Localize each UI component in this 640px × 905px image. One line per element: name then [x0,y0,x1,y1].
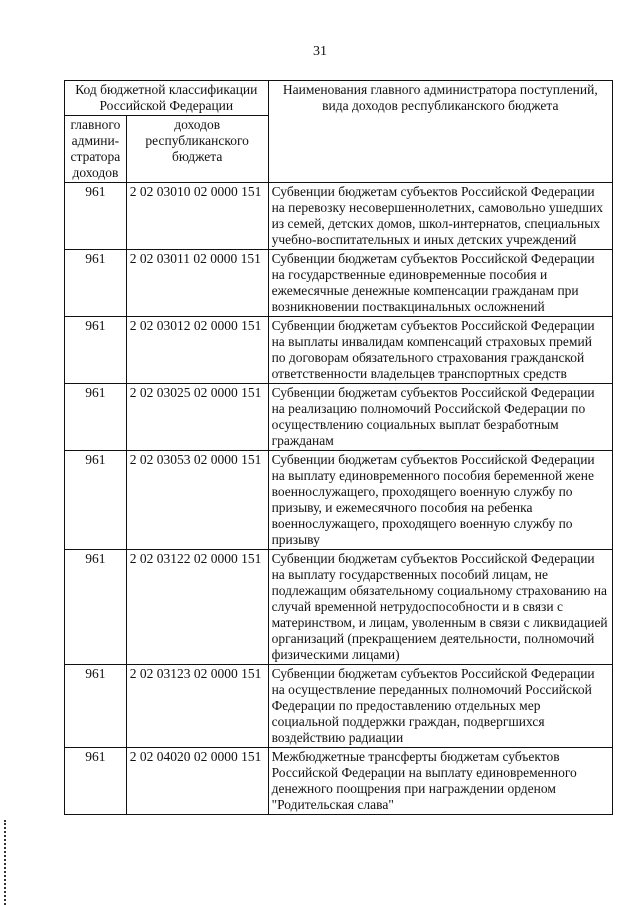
income-code-cell: 2 02 03053 02 0000 151 [126,451,268,550]
header-republican-income: доходов республиканского бюджета [126,116,268,183]
income-name-cell: Субвенции бюджетам субъектов Российской Федерации на осуществление переданных полномочий Российской Федерации по предоставлению отдельных мер социальной поддержки граждан, подвергшихся воздействию радиации [268,665,612,748]
admin-code-cell: 961 [65,748,127,815]
income-name-cell: Субвенции бюджетам субъектов Российской Федерации на государственные единовременные пособия и ежемесячные денежные компенсации гражданам при возникновении поствакцинальных осложнений [268,250,612,317]
admin-code-cell: 961 [65,250,127,317]
income-code-cell: 2 02 03123 02 0000 151 [126,665,268,748]
admin-code-cell: 961 [65,317,127,384]
header-budget-classification-code: Код бюджетной классификации Российской Федерации [65,81,269,116]
income-code-cell: 2 02 04020 02 0000 151 [126,748,268,815]
income-name-cell: Субвенции бюджетам субъектов Российской Федерации на перевозку несовершеннолетних, самовольно ушедших из семей, детских домов, школ-интернатов, специальных учебно-воспитательных и иных детских учреждений [268,183,612,250]
income-code-cell: 2 02 03122 02 0000 151 [126,550,268,665]
income-code-cell: 2 02 03025 02 0000 151 [126,384,268,451]
table-row [65,550,613,665]
budget-classification-table [64,80,613,815]
income-name-cell: Субвенции бюджетам субъектов Российской Федерации на выплаты инвалидам компенсаций страховых премий по договорам обязательного страхования гражданской ответственности владельцев транспортных средств [268,317,612,384]
income-code-cell: 2 02 03010 02 0000 151 [126,183,268,250]
income-code-cell: 2 02 03011 02 0000 151 [126,250,268,317]
scan-margin-marks [4,820,8,905]
header-row-group [65,81,613,116]
admin-code-cell: 961 [65,183,127,250]
page-number: 31 [313,44,327,59]
table-row [65,317,613,384]
admin-code-cell: 961 [65,550,127,665]
admin-code-cell: 961 [65,665,127,748]
income-name-cell: Субвенции бюджетам субъектов Российской Федерации на выплату единовременного пособия беременной жене военнослужащего, проходящего военную службу по призыву, и ежемесячного пособия на ребенка военнослужащего, проходящего военную службу по призыву [268,451,612,550]
income-name-cell: Субвенции бюджетам субъектов Российской Федерации на выплату государственных пособий лицам, не подлежащим обязательному социальному страхованию на случай временной нетрудоспособности и в связи с материнством, и лицам, уволенным в связи с ликвидацией организаций (прекращением деятельности, полномочий физическими лицами) [268,550,612,665]
header-main-administrator: главного админи-стратора доходов [65,116,127,183]
table-row [65,665,613,748]
income-name-cell: Межбюджетные трансферты бюджетам субъектов Российской Федерации на выплату единовременного денежного поощрения при награждении орденом "Родительская слава" [268,748,612,815]
admin-code-cell: 961 [65,451,127,550]
admin-code-cell: 961 [65,384,127,451]
table-row [65,250,613,317]
income-code-cell: 2 02 03012 02 0000 151 [126,317,268,384]
table-row [65,384,613,451]
table-row [65,451,613,550]
header-administrator-name: Наименования главного администратора поступлений, вида доходов республиканского бюджета [268,81,612,183]
table-row [65,748,613,815]
table-row [65,183,613,250]
income-name-cell: Субвенции бюджетам субъектов Российской Федерации на реализацию полномочий Российской Федерации по осуществлению социальных выплат безработным гражданам [268,384,612,451]
